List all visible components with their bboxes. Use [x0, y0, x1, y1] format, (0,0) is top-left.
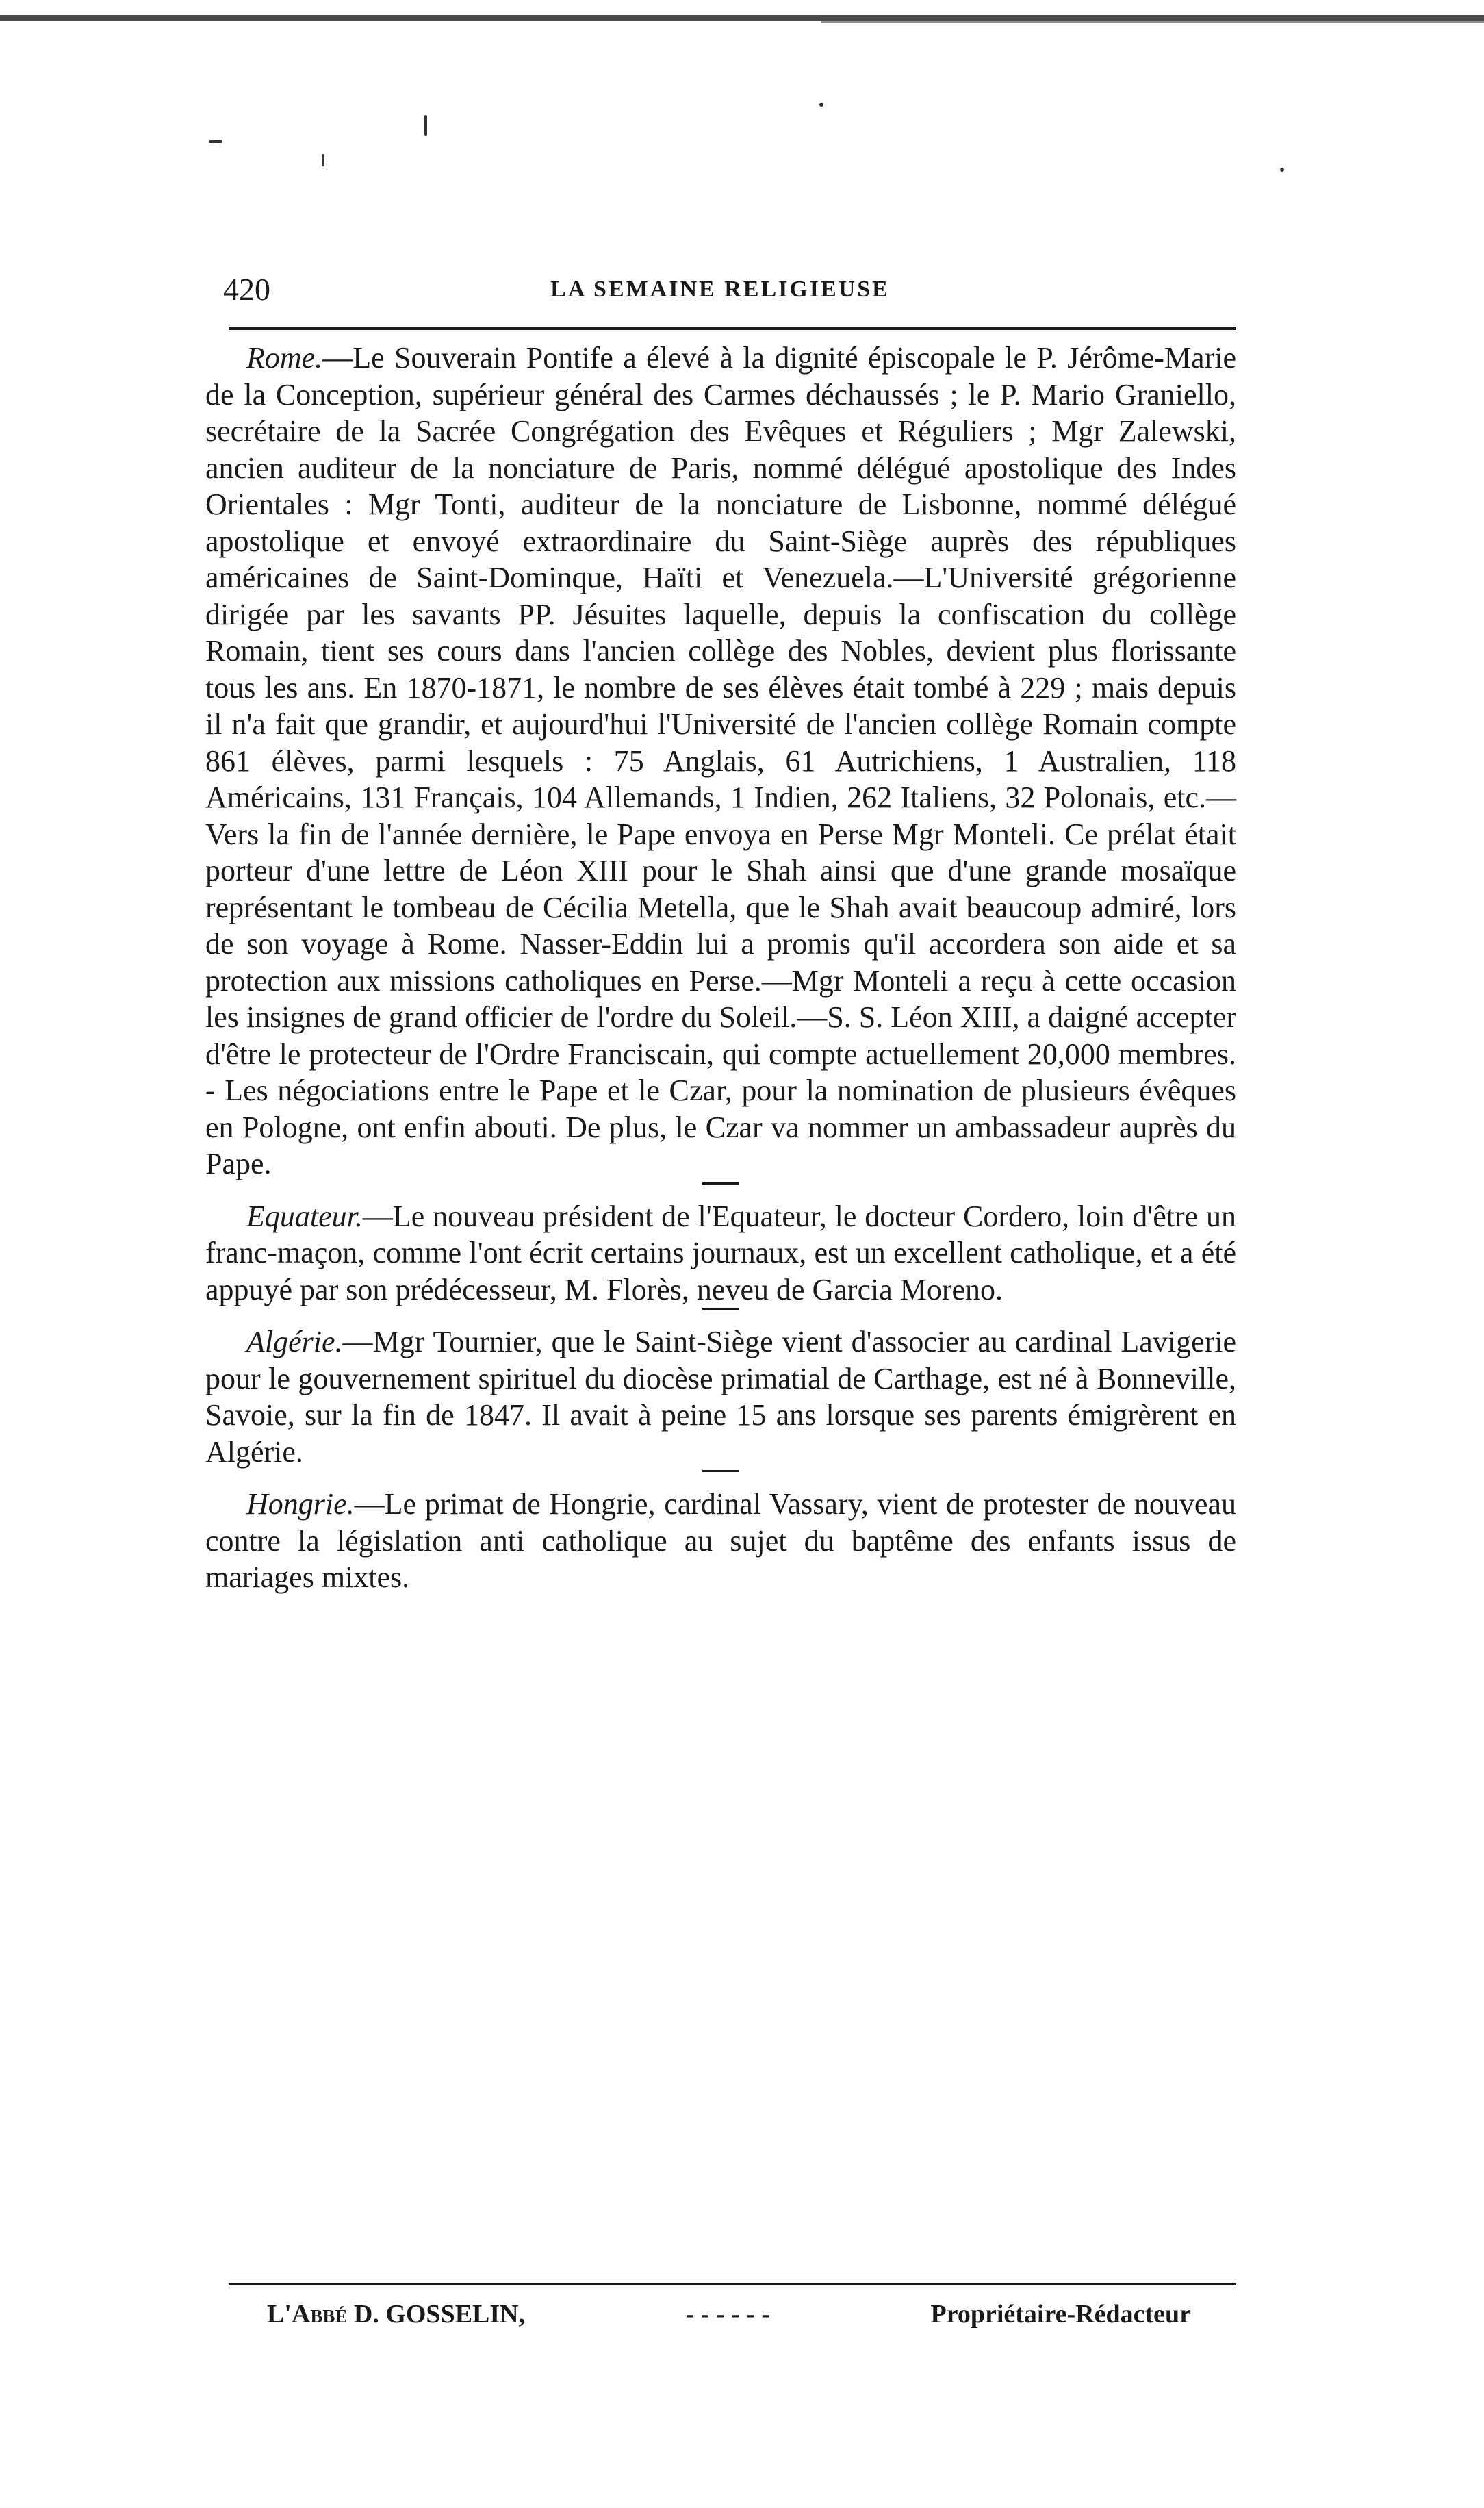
section-text: —Mgr Tournier, que le Saint-Siège vient d'associer au cardinal Lavigerie pour le gouvernement spirituel du diocèse primatial de Carthage, est né à Bonneville, Savoie, sur la fin de 1847. Il avait à peine 15 ans lorsque ses parents émigrèrent en Algérie.: [205, 1325, 1236, 1469]
footer-role: Propriétaire-Rédacteur: [930, 2300, 1191, 2329]
footer-author: L'Abbé D. GOSSELIN,: [267, 2300, 526, 2329]
section-hongrie: [205, 1486, 1236, 1596]
scan-speck: [1280, 168, 1284, 172]
section-text: —Le Souverain Pontife a élevé à la dignité épiscopale le P. Jérôme-Marie de la Conception, supérieur général des Carmes déchaussés ; le P. Mario Graniello, secrétaire de la Sacrée Congrégation des Evêques et Réguliers ; Mgr Zalewski, ancien auditeur de la nonciature de Paris, nommé délégué apostolique des Indes Orientales : Mgr Tonti, auditeur de la nonciature de Lisbonne, nommé délégué apostolique et envoyé extraordinaire du Saint-Siège auprès des républiques américaines de Saint-Dominque, Haïti et Venezuela.—L'Université grégorienne dirigée par les savants PP. Jésuites laquelle, depuis la confiscation du collège Romain, tient ses cours dans l'ancien collège des Nobles, devient plus florissante tous les ans. En 1870-1871, le nombre de ses élèves était tombé à 229 ; mais depuis il n'a fait que grandir, et aujourd'hui l'Université de l'ancien collège Romain compte 861 élèves, parmi lesquels : 75 Anglais, 61 Autrichiens, 1 Australien, 118 Américains, 131 Français, 104 Allemands, 1 Indien, 262 Italiens, 32 Polonais, etc.—Vers la fin de l'année dernière, le Pape envoya en Perse Mgr Monteli. Ce prélat était porteur d'une lettre de Léon XIII pour le Shah ainsi que d'une grande mosaïque représentant le tombeau de Cécilia Metella, que le Shah avait beaucoup admiré, lors de son voyage à Rome. Nasser-Eddin lui a promis qu'il accordera son aide et sa protection aux missions catholiques en Perse.—Mgr Monteli a reçu à cette occasion les insignes de grand officier de l'ordre du Soleil.—S. S. Léon XIII, a daigné accepter d'être le protecteur de l'Ordre Franciscain, qui compte actuellement 20,000 membres. - Les négociations entre le Pape et le Czar, pour la nomination de plusieurs évêques en Pologne, ont enfin abouti. De plus, le Czar va nommer un ambassadeur auprès du Pape.: [205, 341, 1236, 1180]
article-body: [205, 340, 1236, 1596]
header-rule: [229, 327, 1236, 330]
page-header: [204, 266, 1236, 314]
scan-edge: [0, 15, 1484, 21]
scan-speck: [209, 140, 222, 143]
section-separator: [702, 1182, 739, 1185]
section-lead: Algérie.: [246, 1325, 343, 1358]
running-head: LA SEMAINE RELIGIEUSE: [550, 277, 890, 302]
section-algerie: [205, 1323, 1236, 1470]
section-text: —Le nouveau président de l'Equateur, le docteur Cordero, loin d'être un franc-maçon, comme l'ont écrit certains journaux, est un excellent catholique, et a été appuyé par son prédécesseur, M. Florès, neveu de Garcia Moreno.: [205, 1199, 1236, 1306]
scan-speck: [819, 103, 823, 107]
section-separator: [702, 1470, 739, 1472]
scan-speck: [322, 154, 324, 166]
section-equateur: [205, 1198, 1236, 1308]
section-rome: [205, 340, 1236, 1182]
footer-rule: [229, 2283, 1236, 2285]
footer-dashes: - - - - - -: [685, 2300, 770, 2329]
scan-speck: [424, 115, 427, 136]
section-separator: [702, 1308, 739, 1310]
section-lead: Hongrie.: [246, 1487, 355, 1521]
page-number: 420: [223, 272, 270, 307]
section-lead: Equateur.: [246, 1199, 363, 1233]
page-footer: [267, 2294, 1191, 2335]
section-text: —Le primat de Hongrie, cardinal Vassary, vient de protester de nouveau contre la législation anti catholique au sujet du baptême des enfants issus de mariages mixtes.: [205, 1487, 1236, 1594]
section-lead: Rome.: [246, 341, 323, 375]
scan-edge: [821, 21, 1484, 23]
